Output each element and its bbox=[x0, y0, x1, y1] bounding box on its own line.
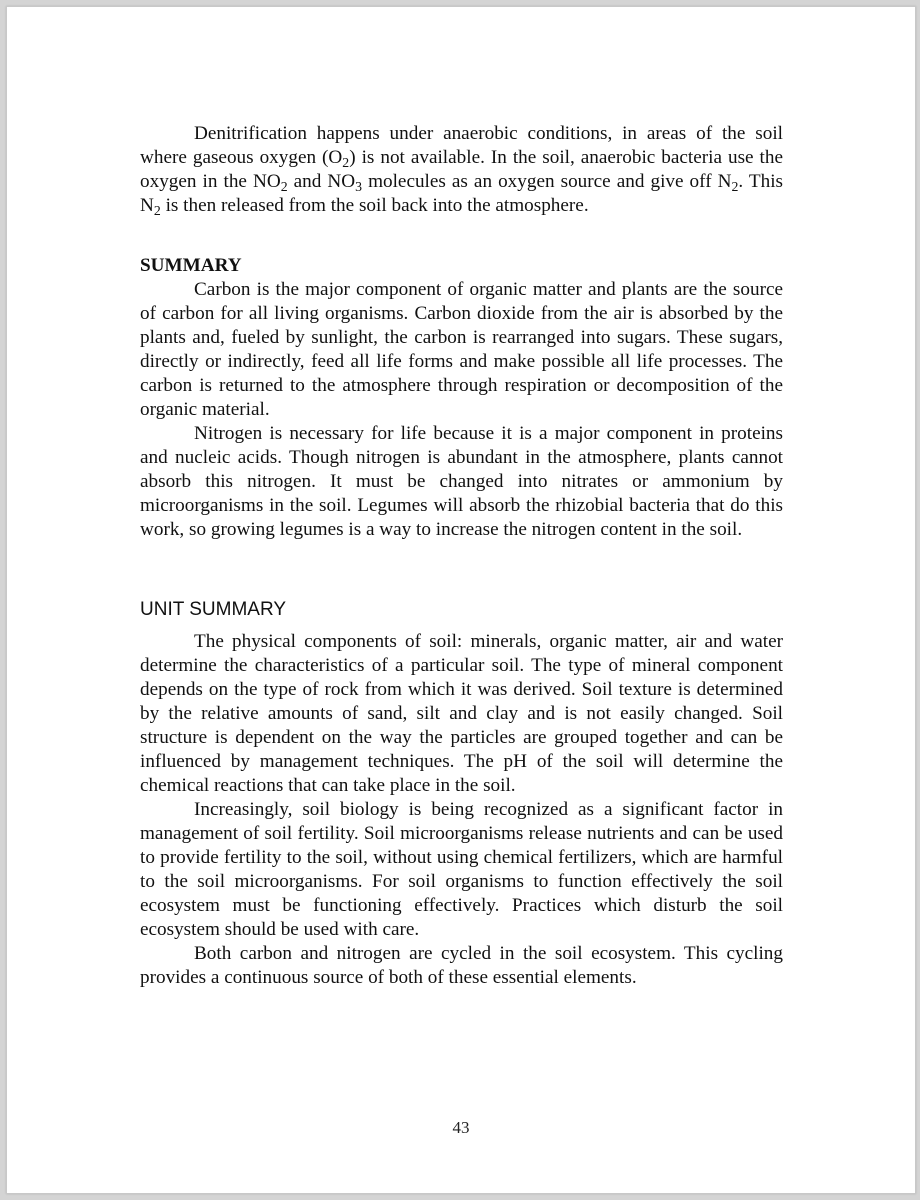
summary-heading: SUMMARY bbox=[140, 255, 242, 276]
unit-summary-paragraph-cycling: Both carbon and nitrogen are cycled in the soil ecosystem. This cycling provides a continuous source of both of these essential elements. bbox=[140, 943, 783, 988]
page-content bbox=[140, 122, 783, 990]
document-page bbox=[6, 6, 916, 1194]
denitrification-paragraph: Denitrification happens under anaerobic conditions, in areas of the soil where gaseous oxygen $(O_2)$ is not available. In the soil, anaerobic bacteria use the oxygen in the $NO_2$ and $NO_3$ molecules as an oxygen source and give off $N_2$. This $N_2$ is then released from the soil back into the atmosphere. bbox=[140, 123, 783, 219]
summary-paragraph-carbon: Carbon is the major component of organic matter and plants are the source of carbon for all living organisms. Carbon dioxide from the air is absorbed by the plants and, fueled by sunlight, the carbon is rearranged into sugars. These sugars, directly or indirectly, feed all life forms and make possible all life processes. The carbon is returned to the atmosphere through respiration or decomposition of the organic material. bbox=[140, 279, 783, 420]
page-number: 43 bbox=[452, 1118, 470, 1137]
unit-summary-paragraph-components: The physical components of soil: minerals, organic matter, air and water determine the characteristics of a particular soil. The type of mineral component depends on the type of rock from which it was derived. Soil texture is determined by the relative amounts of sand, silt and clay and is not easily changed. Soil structure is dependent on the way the particles are grouped together and can be influenced by management techniques. The pH of the soil will determine the chemical reactions that can take place in the soil. bbox=[140, 631, 783, 796]
unit-summary-paragraph-biology: Increasingly, soil biology is being recognized as a significant factor in management of soil fertility. Soil microorganisms release nutrients and can be used to provide fertility to the soil, without using chemical fertilizers, which are harmful to the soil microorganisms. For soil organisms to function effectively the soil ecosystem must be functioning effectively. Practices which disturb the soil ecosystem should be used with care. bbox=[140, 799, 783, 940]
unit-summary-heading: UNIT SUMMARY bbox=[140, 599, 287, 620]
summary-paragraph-nitrogen: Nitrogen is necessary for life because it is a major component in proteins and nucleic acids. Though nitrogen is abundant in the atmosphere, plants cannot absorb this nitrogen. It must be changed into nitrates or ammonium by microorganisms in the soil. Legumes will absorb the rhizobial bacteria that do this work, so growing legumes is a way to increase the nitrogen content in the soil. bbox=[140, 423, 783, 540]
